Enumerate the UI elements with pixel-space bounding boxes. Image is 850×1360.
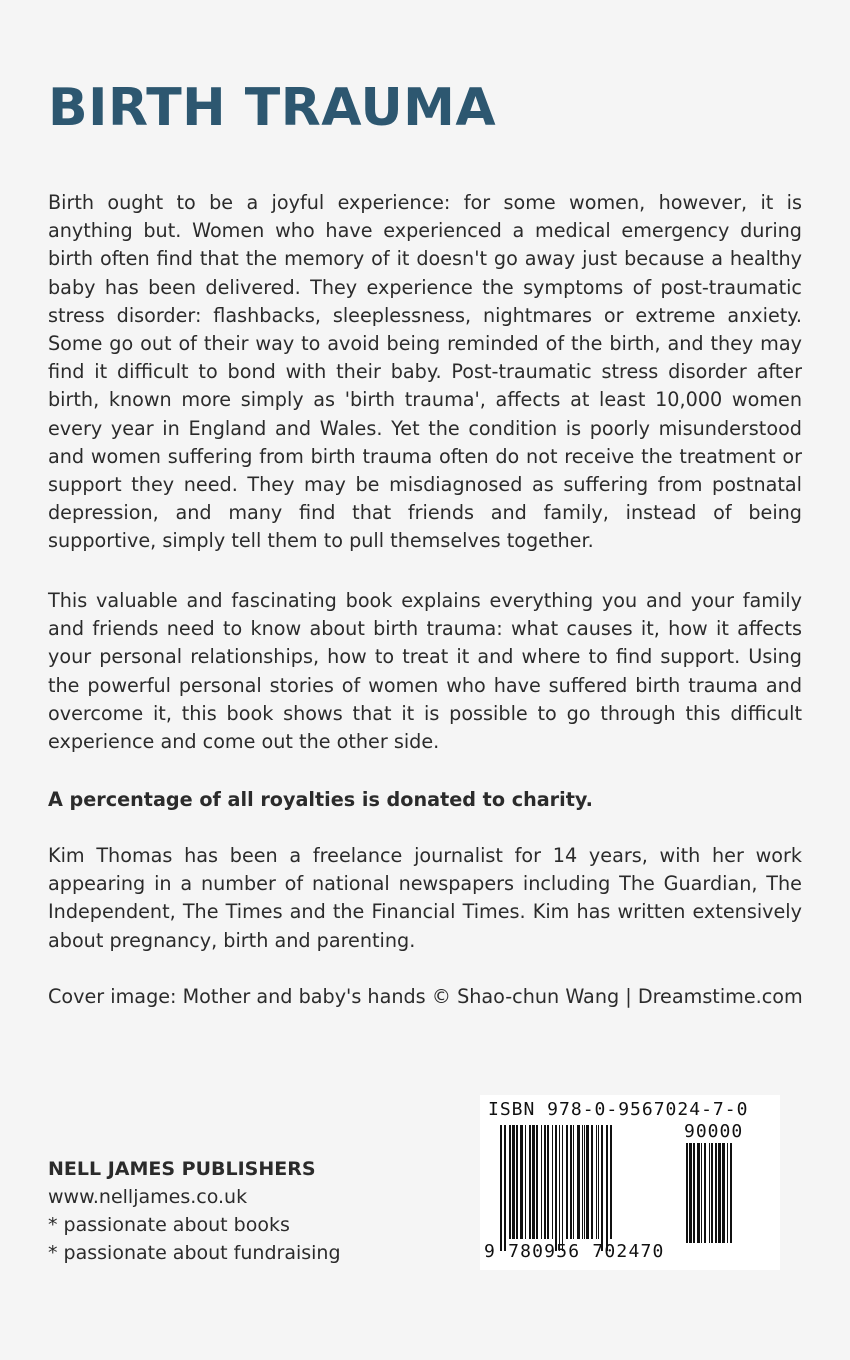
barcode-bar: [689, 1143, 692, 1243]
barcode-block: [480, 1095, 780, 1270]
barcode-bar: [555, 1125, 557, 1251]
ean-barcode: [500, 1125, 680, 1251]
barcode-bar: [701, 1143, 702, 1243]
barcode-bar: [536, 1125, 538, 1239]
publisher-tagline-books: * passionate about books: [48, 1214, 290, 1236]
barcode-bar: [722, 1143, 725, 1243]
barcode-bar: [532, 1125, 535, 1239]
barcode-bar: [559, 1125, 560, 1251]
isbn-label: ISBN 978-0-9567024-7-0: [488, 1099, 749, 1120]
barcode-bar: [596, 1125, 597, 1239]
barcode-bar: [693, 1143, 695, 1243]
barcode-bar: [520, 1125, 523, 1239]
barcode-bar: [610, 1125, 612, 1239]
barcode-bar: [586, 1125, 589, 1239]
publisher-block: [48, 1155, 341, 1267]
barcode-bar: [584, 1125, 585, 1239]
barcode-bar: [509, 1125, 511, 1239]
barcode-bar: [601, 1125, 603, 1251]
barcode-bar: [529, 1125, 531, 1239]
barcode-bar: [709, 1143, 710, 1243]
barcode-bar: [504, 1125, 506, 1251]
addon-barcode: [686, 1143, 772, 1255]
barcode-bar: [577, 1125, 580, 1239]
barcode-bar: [582, 1125, 583, 1239]
book-title: BIRTH TRAUMA: [48, 78, 497, 138]
barcode-bar: [598, 1125, 599, 1239]
author-bio: Kim Thomas has been a freelance journalist for 14 years, with her work appearing in a number of national newspapers including The Guardian, The Independent, The Times and the Financial Times. Kim has written extensively about pregnancy, birth and parenting.: [48, 844, 802, 952]
barcode-bar: [606, 1125, 608, 1251]
publisher-website: www.nelljames.co.uk: [48, 1186, 248, 1208]
barcode-bar: [552, 1125, 553, 1239]
barcode-bar: [715, 1143, 717, 1243]
barcode-bar: [570, 1125, 572, 1239]
barcode-bar: [566, 1125, 568, 1239]
barcode-bar: [573, 1125, 574, 1239]
description-paragraph-1: Birth ought to be a joyful experience: for some women, however, it is anything but. Women who have experienced a medical emergency during birth often find that the memory of it doesn't go away just because a healthy baby has been delivered. They experience the symptoms of post-traumatic stress disorder: flashbacks, sleeplessness, nightmares or extreme anxiety. Some go out of their way to avoid being reminded of the birth, and they may find it difficult to bond with their baby. Post-traumatic stress disorder after birth, known more simply as 'birth trauma', affects at least 10,000 women every year in England and Wales. Yet the condition is poorly misunderstood and women suffering from birth trauma often do not receive the treatment or support they need. They may be misdiagnosed as suffering from postnatal depression, and many find that friends and family, instead of being supportive, simply tell them to pull themselves together.: [48, 191, 802, 553]
cover-image-credit: Cover image: Mother and baby's hands © Shao-chun Wang | Dreamstime.com: [48, 985, 803, 1008]
price-code: 90000: [684, 1121, 744, 1142]
barcode-bar: [544, 1125, 546, 1239]
description-paragraph-2: This valuable and fascinating book explains everything you and your family and friends need to know about birth trauma: what causes it, how it affects your personal relationships, how to treat it and where to find support. Using the powerful personal stories of women who have suffered birth trauma and overcome it, this book shows that it is possible to go through this difficult experience and come out the other side.: [48, 589, 802, 754]
barcode-bar: [711, 1143, 713, 1243]
barcode-bar: [525, 1125, 526, 1239]
barcode-digits: 9 780956 702470: [484, 1241, 665, 1262]
publisher-tagline-fundraising: * passionate about fundraising: [48, 1242, 341, 1264]
charity-note: A percentage of all royalties is donated to charity.: [48, 788, 593, 811]
barcode-bar: [516, 1125, 518, 1239]
barcode-bar: [697, 1143, 700, 1243]
publisher-name: NELL JAMES PUBLISHERS: [48, 1158, 316, 1180]
barcode-bar: [500, 1125, 502, 1251]
barcode-bar: [718, 1143, 721, 1243]
barcode-bar: [730, 1143, 732, 1243]
barcode-bar: [547, 1125, 549, 1239]
barcode-bar: [562, 1125, 563, 1251]
barcode-bar: [727, 1143, 728, 1243]
barcode-bar: [686, 1143, 688, 1243]
barcode-bar: [591, 1125, 593, 1239]
barcode-bar: [704, 1143, 706, 1243]
barcode-bar: [512, 1125, 515, 1239]
barcode-bar: [541, 1125, 542, 1239]
